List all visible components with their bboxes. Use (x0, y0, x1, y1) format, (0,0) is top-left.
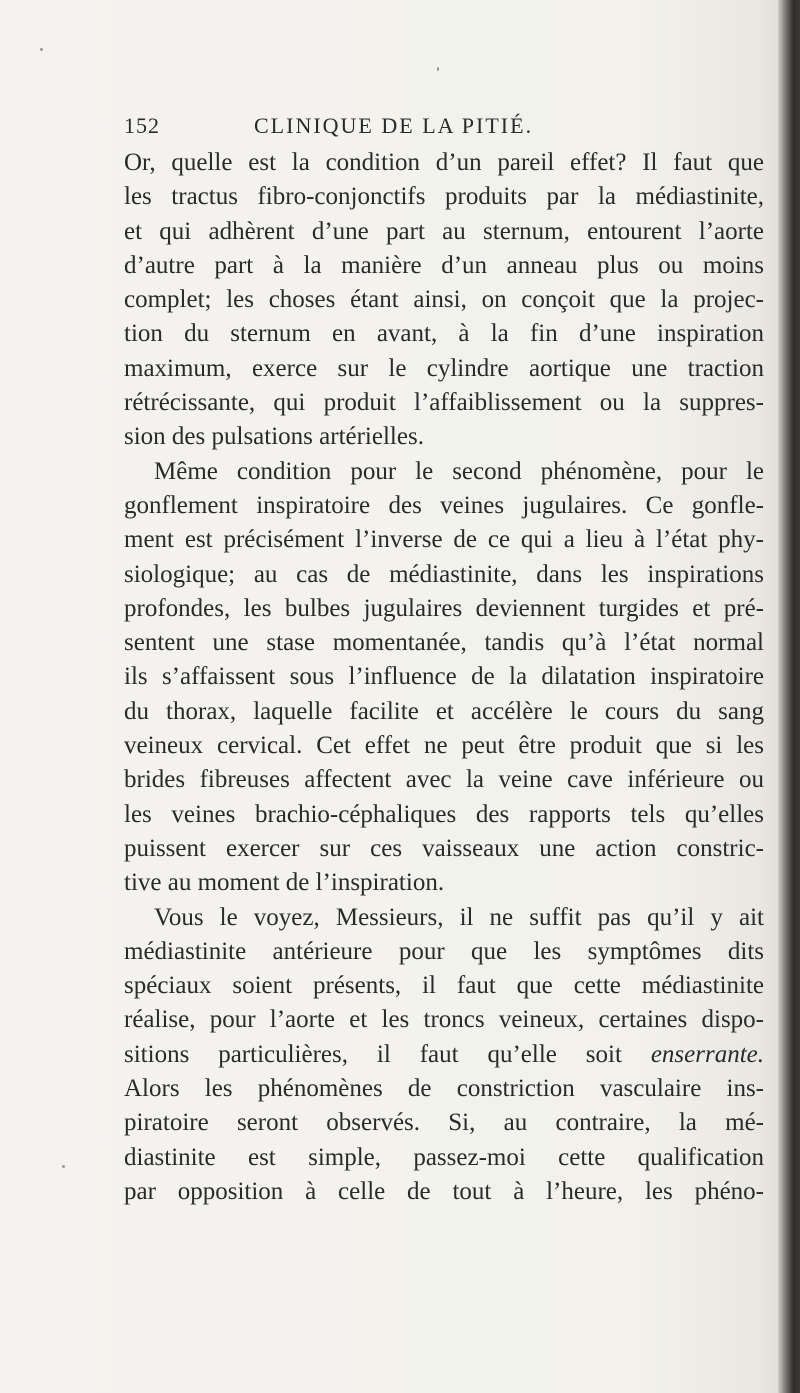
text-line: maximum, exerce sur le cylindre aortique une traction (124, 354, 764, 382)
text-line: sion des pulsations artérielles. (124, 423, 424, 451)
text-line: piratoire seront observés. Si, au contraire, la mé- (124, 1109, 764, 1137)
text-line: ment est précisément l’inverse de ce qui a lieu à l’état phy- (124, 526, 764, 554)
running-title: CLINIQUE DE LA PITIÉ. (254, 113, 534, 138)
text-line: rétrécissante, qui produit l’affaiblissement ou la suppres- (124, 389, 764, 417)
text-line: Même condition pour le second phénomène, pour le (154, 457, 764, 485)
text-line: Or, quelle est la condition d’un pareil effet? Il faut que (124, 149, 764, 176)
paper-speck (62, 1165, 65, 1168)
page-number: 152 (124, 113, 160, 138)
text-line: siologique; au cas de médiastinite, dans les inspirations (124, 560, 764, 588)
text-line: les tractus fibro-conjonctifs produits par la médiastinite, (124, 183, 764, 211)
text-fragment: sitions particulières, il faut qu’elle soit (124, 1040, 622, 1068)
text-line: gonflement inspiratoire des veines jugulaires. Ce gonfle- (124, 491, 764, 519)
text-line: les veines brachio-céphaliques des rapports tels qu’elles (124, 800, 764, 828)
text-line: complet; les choses étant ainsi, on conçoit que la projec- (124, 286, 764, 314)
text-line: diastinite est simple, passez-moi cette qualification (124, 1143, 764, 1171)
text-line: spéciaux soient présents, il faut que cette médiastinite (124, 972, 764, 1000)
text-line: tion du sternum en avant, à la fin d’une inspiration (124, 320, 764, 348)
text-line: réalise, pour l’aorte et les troncs veineux, certaines dispo- (124, 1006, 764, 1034)
text-line: puissent exercer sur ces vaisseaux une action constric- (124, 834, 764, 862)
page-header (124, 113, 724, 141)
text-line: du thorax, laquelle facilite et accélère le cours du sang (124, 697, 764, 725)
text-line (124, 1038, 764, 1072)
text-line: brides fibreuses affectent avec la veine cave inférieure ou (124, 766, 764, 794)
text-line: Alors les phénomènes de constriction vasculaire ins- (124, 1075, 764, 1103)
paper-speck (437, 67, 439, 71)
text-line: veineux cervical. Cet effet ne peut être produit que si les (124, 732, 764, 760)
text-line: tive au moment de l’inspiration. (124, 869, 445, 897)
text-line: et qui adhèrent d’une part au sternum, entourent l’aorte (124, 217, 764, 245)
italic-word: enserrante. (650, 1040, 764, 1068)
text-line: sentent une stase momentanée, tandis qu’à l’état normal (124, 629, 764, 657)
body-text (124, 146, 764, 1209)
page-binding-edge (778, 0, 800, 1393)
text-line: par opposition à celle de tout à l’heure, les phéno- (124, 1177, 764, 1205)
text-line: profondes, les bulbes jugulaires deviennent turgides et pré- (124, 594, 764, 622)
text-line: d’autre part à la manière d’un anneau plus ou moins (124, 251, 764, 279)
paper-speck (40, 48, 43, 51)
text-line: médiastinite antérieure pour que les symptômes dits (124, 937, 764, 965)
text-line: Vous le voyez, Messieurs, il ne suffit pas qu’il y ait (154, 903, 764, 931)
text-line: ils s’affaissent sous l’influence de la dilatation inspiratoire (124, 663, 764, 691)
